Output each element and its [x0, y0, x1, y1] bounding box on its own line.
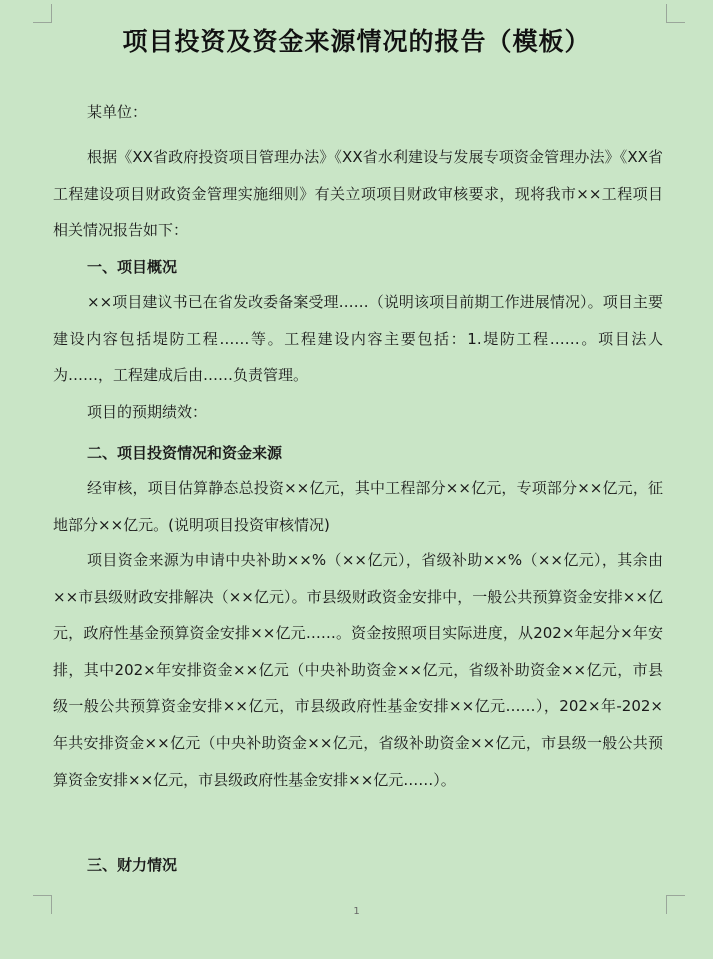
section-1-heading: 一、项目概况: [87, 258, 178, 276]
margin-corner-top-left: [33, 4, 52, 23]
section-1-paragraph-2: 项目的预期绩效：: [87, 403, 208, 421]
section-2-paragraph-2: 项目资金来源为申请中央补助××%（××亿元），省级补助××%（××亿元），其余由××市县级财政安排解决（××亿元）。市县级财政资金安排中，一般公共预算资金安排××亿元，政府性基金预算资金安排××亿元……。资金按照项目实际进度，从202×年起分×年安排，其中202×年安排资金××亿元（中央补助资金××亿元，省级补助资金××亿元，市县级一般公共预算资金安排××亿元，市县级政府性基金安排××亿元……），202×年-202×年共安排资金××亿元（中央补助资金××亿元，省级补助资金××亿元，市县级一般公共预算资金安排××亿元，市县级政府性基金安排××亿元……）。: [53, 551, 663, 789]
margin-corner-top-right: [666, 4, 685, 23]
section-2-heading: 二、项目投资情况和资金来源: [87, 444, 283, 462]
intro-paragraph: 根据《XX省政府投资项目管理办法》《XX省水利建设与发展专项资金管理办法》《XX省工程建设项目财政资金管理实施细则》有关立项项目财政审核要求，现将我市××工程项目相关情况报告如下：: [53, 148, 663, 240]
section-1-paragraph-1: ××项目建议书已在省发改委备案受理……（说明该项目前期工作进展情况）。项目主要建设内容包括堤防工程……等。工程建设内容主要包括：1.堤防工程……。项目法人为……，工程建成后由……负责管理。: [53, 293, 663, 385]
page-number: 1: [353, 906, 360, 917]
document-title: 项目投资及资金来源情况的报告（模板）: [122, 27, 591, 56]
salutation: 某单位：: [87, 103, 148, 121]
section-2-paragraph-1: 经审核，项目估算静态总投资××亿元，其中工程部分××亿元，专项部分××亿元，征地部分××亿元。(说明项目投资审核情况): [53, 479, 663, 534]
section-3-heading: 三、财力情况: [87, 856, 178, 874]
